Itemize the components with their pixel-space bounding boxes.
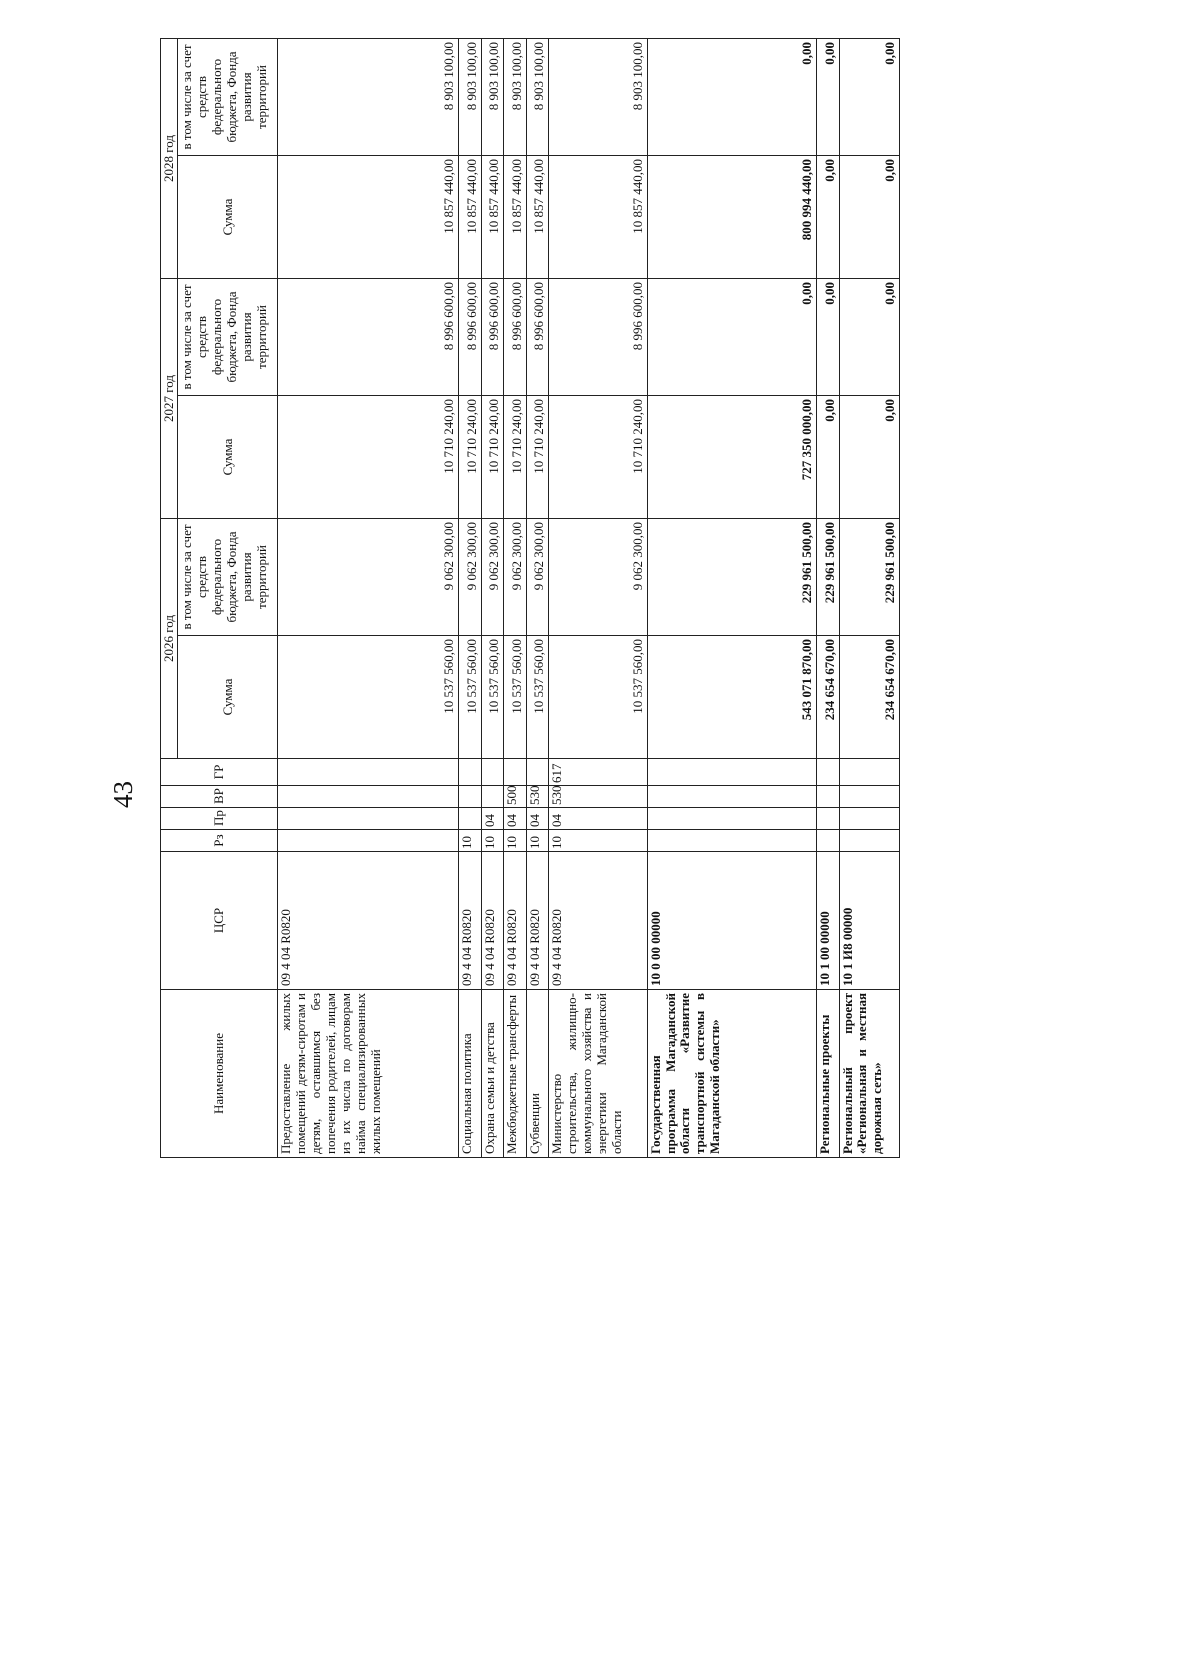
row-csr: 09 4 04 R0820 (481, 852, 504, 990)
row-pr (817, 808, 840, 830)
row-vr (459, 786, 482, 808)
row-vr (817, 786, 840, 808)
row-rz (839, 830, 900, 852)
row-sum-2027: 10 710 240,00 (278, 396, 459, 519)
row-federal-2026: 9 062 300,00 (549, 519, 647, 636)
header-name: Наименование (161, 990, 278, 1158)
row-gr (459, 759, 482, 786)
row-rz: 10 (526, 830, 549, 852)
row-sum-2028: 10 857 440,00 (526, 156, 549, 279)
row-federal-2027: 0,00 (647, 279, 816, 396)
row-sum-2027: 10 710 240,00 (549, 396, 647, 519)
header-pr: Пр (161, 808, 278, 830)
row-federal-2026: 9 062 300,00 (526, 519, 549, 636)
row-federal-2028: 8 903 100,00 (526, 39, 549, 156)
table-row (817, 39, 840, 1158)
row-sum-2027: 10 710 240,00 (481, 396, 504, 519)
row-gr (647, 759, 816, 786)
row-name: Государственная программа Магаданской области «Развитие транспортной системы в Магаданской области» (647, 990, 816, 1158)
row-federal-2028: 0,00 (839, 39, 900, 156)
header-sum-2026: Сумма (178, 636, 278, 759)
row-federal-2026: 9 062 300,00 (278, 519, 459, 636)
row-rz: 10 (504, 830, 527, 852)
header-year-2026: 2026 год (161, 519, 178, 759)
table-row (526, 39, 549, 1158)
row-pr (278, 808, 459, 830)
row-vr: 530 (526, 786, 549, 808)
row-gr (817, 759, 840, 786)
row-federal-2027: 8 996 600,00 (481, 279, 504, 396)
row-csr: 10 0 00 00000 (647, 852, 816, 990)
row-sum-2027: 0,00 (817, 396, 840, 519)
row-pr: 04 (549, 808, 647, 830)
row-federal-2027: 0,00 (817, 279, 840, 396)
row-federal-2028: 0,00 (817, 39, 840, 156)
row-name: Министерство строительства, жилищно-коммунального хозяйства и энергетики Магаданской области (549, 990, 647, 1158)
header-federal-2027: в том числе за счет средств федерального бюджета, Фонда развития территорий (178, 279, 278, 396)
page-number: 43 (108, 781, 138, 808)
budget-table (160, 38, 900, 1158)
header-sum-2028: Сумма (178, 156, 278, 279)
row-pr: 04 (504, 808, 527, 830)
row-name: Межбюджетные трансферты (504, 990, 527, 1158)
row-rz: 10 (549, 830, 647, 852)
row-federal-2028: 8 903 100,00 (549, 39, 647, 156)
row-vr (481, 786, 504, 808)
row-federal-2026: 229 961 500,00 (647, 519, 816, 636)
row-federal-2028: 8 903 100,00 (504, 39, 527, 156)
row-sum-2028: 10 857 440,00 (549, 156, 647, 279)
row-gr (481, 759, 504, 786)
row-sum-2026: 234 654 670,00 (817, 636, 840, 759)
row-federal-2027: 8 996 600,00 (526, 279, 549, 396)
row-vr (839, 786, 900, 808)
row-rz: 10 (459, 830, 482, 852)
row-sum-2026: 10 537 560,00 (278, 636, 459, 759)
table-row (481, 39, 504, 1158)
row-federal-2026: 9 062 300,00 (481, 519, 504, 636)
header-federal-2026: в том числе за счет средств федерального бюджета, Фонда развития территорий (178, 519, 278, 636)
row-csr: 10 1 И8 00000 (839, 852, 900, 990)
row-pr (647, 808, 816, 830)
row-gr (278, 759, 459, 786)
row-csr: 09 4 04 R0820 (504, 852, 527, 990)
row-sum-2026: 10 537 560,00 (549, 636, 647, 759)
row-sum-2026: 234 654 670,00 (839, 636, 900, 759)
header-federal-2028: в том числе за счет средств федерального бюджета, Фонда развития территорий (178, 39, 278, 156)
row-sum-2028: 0,00 (839, 156, 900, 279)
row-vr (647, 786, 816, 808)
table-row (278, 39, 459, 1158)
header-vr: ВР (161, 786, 278, 808)
row-federal-2028: 8 903 100,00 (481, 39, 504, 156)
row-federal-2028: 8 903 100,00 (459, 39, 482, 156)
row-rz (647, 830, 816, 852)
row-sum-2028: 10 857 440,00 (504, 156, 527, 279)
row-gr (526, 759, 549, 786)
row-sum-2028: 10 857 440,00 (481, 156, 504, 279)
row-federal-2027: 0,00 (839, 279, 900, 396)
table-row (839, 39, 900, 1158)
row-sum-2028: 10 857 440,00 (459, 156, 482, 279)
row-sum-2028: 0,00 (817, 156, 840, 279)
budget-table-container (160, 42, 900, 1158)
row-sum-2026: 10 537 560,00 (526, 636, 549, 759)
table-row (647, 39, 816, 1158)
row-csr: 09 4 04 R0820 (278, 852, 459, 990)
row-name: Охрана семьи и детства (481, 990, 504, 1158)
row-csr: 09 4 04 R0820 (549, 852, 647, 990)
row-name: Социальная политика (459, 990, 482, 1158)
row-gr: 617 (549, 759, 647, 786)
row-sum-2027: 727 350 000,00 (647, 396, 816, 519)
row-federal-2027: 8 996 600,00 (504, 279, 527, 396)
header-gr: ГР (161, 759, 278, 786)
row-sum-2027: 10 710 240,00 (526, 396, 549, 519)
row-rz (278, 830, 459, 852)
row-name: Региональные проекты (817, 990, 840, 1158)
row-csr: 10 1 00 00000 (817, 852, 840, 990)
row-pr (839, 808, 900, 830)
row-sum-2026: 10 537 560,00 (459, 636, 482, 759)
row-pr: 04 (526, 808, 549, 830)
row-csr: 09 4 04 R0820 (459, 852, 482, 990)
row-federal-2028: 0,00 (647, 39, 816, 156)
header-year-2027: 2027 год (161, 279, 178, 519)
table-row (459, 39, 482, 1158)
row-federal-2027: 8 996 600,00 (459, 279, 482, 396)
row-federal-2027: 8 996 600,00 (278, 279, 459, 396)
row-sum-2026: 10 537 560,00 (504, 636, 527, 759)
row-vr (278, 786, 459, 808)
row-sum-2028: 10 857 440,00 (278, 156, 459, 279)
row-pr: 04 (481, 808, 504, 830)
row-rz: 10 (481, 830, 504, 852)
row-federal-2026: 229 961 500,00 (817, 519, 840, 636)
row-sum-2027: 10 710 240,00 (459, 396, 482, 519)
row-sum-2028: 800 994 440,00 (647, 156, 816, 279)
row-sum-2026: 10 537 560,00 (481, 636, 504, 759)
row-sum-2027: 0,00 (839, 396, 900, 519)
header-year-2028: 2028 год (161, 39, 178, 279)
row-sum-2027: 10 710 240,00 (504, 396, 527, 519)
header-sum-2027: Сумма (178, 396, 278, 519)
row-vr: 500 (504, 786, 527, 808)
row-name: Региональный проект «Региональная и местная дорожная сеть» (839, 990, 900, 1158)
row-csr: 09 4 04 R0820 (526, 852, 549, 990)
row-pr (459, 808, 482, 830)
row-gr (504, 759, 527, 786)
row-gr (839, 759, 900, 786)
header-rz: Рз (161, 830, 278, 852)
table-row (549, 39, 647, 1158)
row-name: Субвенции (526, 990, 549, 1158)
row-name: Предоставление жилых помещений детям-сиротам и детям, оставшимся без попечения родителей, лицам из их числа по договорам найма специализированных жилых помещений (278, 990, 459, 1158)
row-federal-2026: 9 062 300,00 (504, 519, 527, 636)
row-federal-2027: 8 996 600,00 (549, 279, 647, 396)
row-sum-2026: 543 071 870,00 (647, 636, 816, 759)
row-federal-2026: 229 961 500,00 (839, 519, 900, 636)
table-row (504, 39, 527, 1158)
row-rz (817, 830, 840, 852)
row-federal-2028: 8 903 100,00 (278, 39, 459, 156)
header-csr: ЦСР (161, 852, 278, 990)
row-vr: 530 (549, 786, 647, 808)
row-federal-2026: 9 062 300,00 (459, 519, 482, 636)
